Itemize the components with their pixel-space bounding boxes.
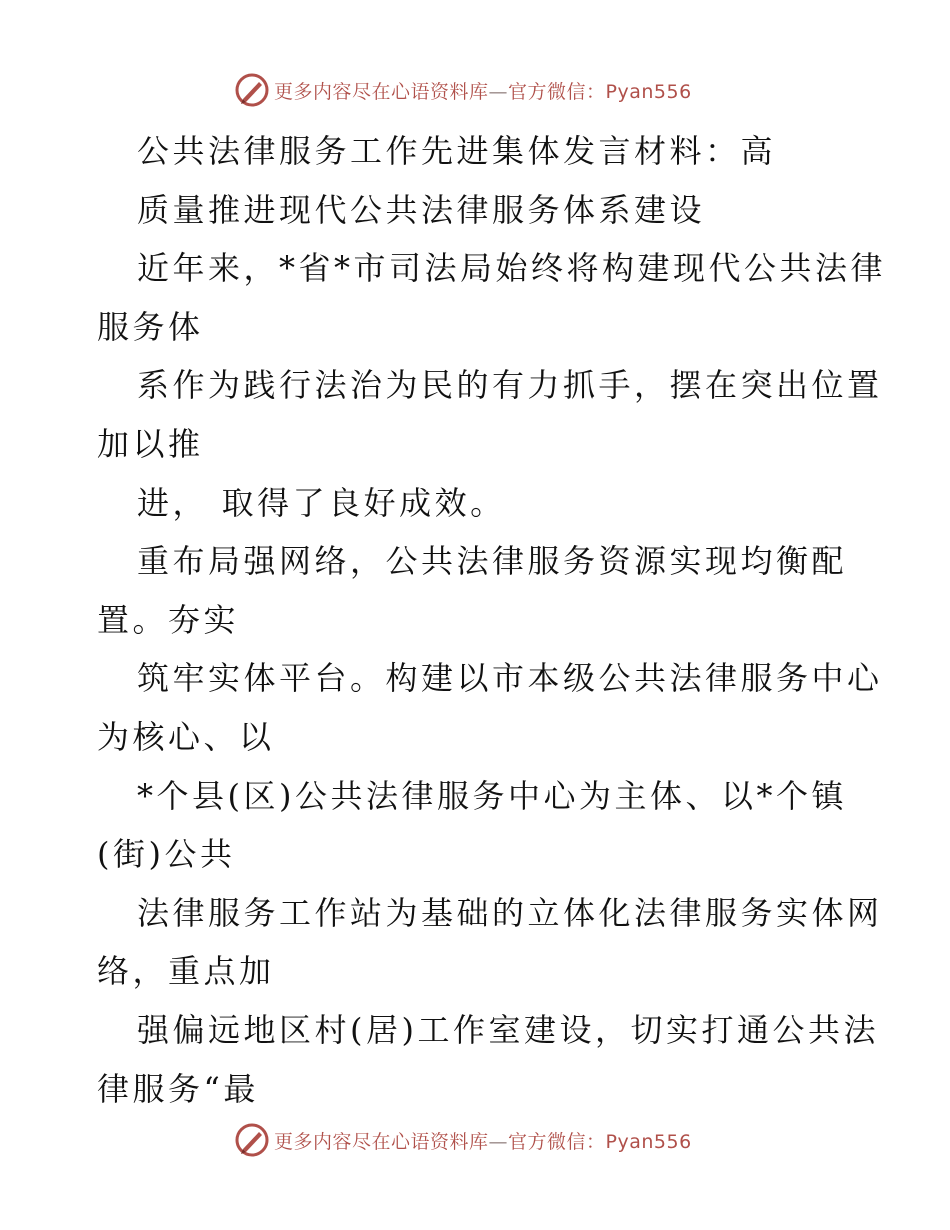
paragraph-line: 系作为践行法治为民的有力抓手，摆在突出位置: [137, 366, 883, 405]
paragraph-line: 律服务“最: [97, 1069, 259, 1108]
pen-logo-icon: [234, 72, 270, 108]
paragraph-line: (街)公共: [97, 835, 236, 874]
pen-logo-icon: [234, 1122, 270, 1158]
watermark-text: 更多内容尽在心语资料库—官方微信：Pyan556: [274, 80, 692, 103]
footer-watermark: [234, 1120, 754, 1160]
paragraph-line: 服务体: [97, 307, 204, 346]
paragraph-line: *个县(区)公共法律服务中心为主体、以*个镇: [137, 776, 847, 815]
paragraph-line: 强偏远地区村(居)工作室建设，切实打通公共法: [137, 1010, 879, 1049]
paragraph-line: 近年来，*省*市司法局始终将构建现代公共法律: [137, 249, 887, 288]
paragraph-line: 络，重点加: [97, 952, 275, 991]
watermark-text: 更多内容尽在心语资料库—官方微信：Pyan556: [274, 1130, 692, 1153]
paragraph-line: 质量推进现代公共法律服务体系建设: [137, 190, 706, 229]
paragraph-line: 进， 取得了良好成效。: [137, 483, 506, 522]
paragraph-line: 置。夯实: [97, 600, 240, 639]
paragraph-line: 公共法律服务工作先进集体发言材料：高: [137, 132, 777, 170]
paragraph-line: 筑牢实体平台。构建以市本级公共法律服务中心: [137, 659, 883, 698]
paragraph-line: 加以推: [97, 424, 204, 463]
paragraph-line: 法律服务工作站为基础的立体化法律服务实体网: [137, 893, 883, 932]
header-watermark: [234, 70, 754, 110]
paragraph-line: 为核心、以: [97, 717, 275, 756]
document-body: [97, 122, 887, 1118]
paragraph-line: 重布局强网络，公共法律服务资源实现均衡配: [137, 542, 848, 581]
